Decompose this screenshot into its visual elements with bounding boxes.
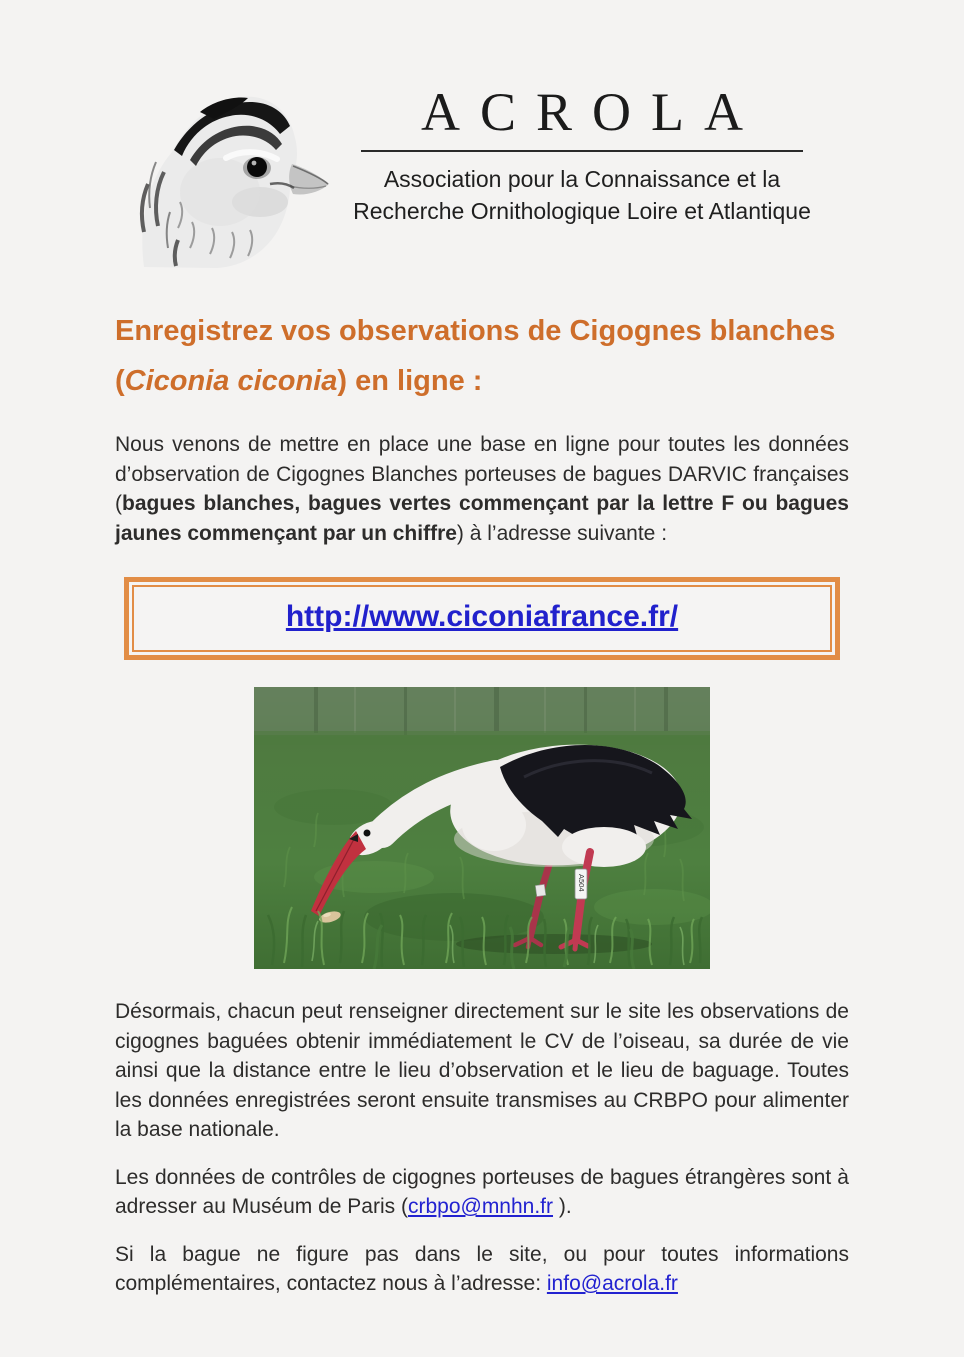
crbpo-text-before: Les données de contrôles de cigognes porteuses de bagues étrangères sont à adresser au Muséum de Paris (	[115, 1165, 849, 1218]
contact-text-before: Si la bague ne figure pas dans le site, ou pour toutes informations complémentaires, contactez nous à l’adresse:	[115, 1242, 849, 1295]
intro-bold: bagues blanches, bagues vertes commençant par la lettre F ou bagues jaunes commençant par un chiffre	[115, 492, 849, 545]
org-subtitle	[347, 164, 817, 227]
title-paren-open: (	[115, 365, 125, 397]
url-box-inner	[132, 585, 832, 652]
stork-photo	[254, 687, 710, 969]
leg-ring-code: A504	[577, 874, 586, 892]
title-species-italic: Ciconia ciconia	[124, 365, 338, 397]
ciconiafrance-link[interactable]: http://www.ciconiafrance.fr/	[285, 600, 679, 633]
crbpo-email-link[interactable]: crbpo@mnhn.fr	[407, 1195, 554, 1218]
header-text	[347, 72, 817, 227]
intro-part1: Nous venons de mettre en place une base en ligne pour toutes les données d’observation de Cigognes Blanches porteuses de bagues DARVIC françaises (	[115, 433, 849, 515]
paragraph-desormais: Désormais, chacun peut renseigner directement sur le site les observations de cigognes baguées obtenir immédiatement le CV de l’oiseau, sa durée de vie ainsi que la distance entre le lieu d’observation et le lieu de baguage. Toutes les données enregistrées seront ensuite transmises au CRBPO pour alimenter la base nationale.	[115, 1000, 849, 1141]
title-line1: Enregistrez vos observations de Cigognes blanches	[115, 315, 836, 347]
paragraph-contact	[115, 1240, 849, 1299]
url-box	[124, 577, 840, 660]
org-subtitle-line1: Association pour la Connaissance et la	[383, 166, 781, 192]
title-line2-rest: ) en ligne :	[337, 365, 483, 397]
acrola-email-link[interactable]: info@acrola.fr	[546, 1272, 678, 1295]
org-subtitle-line2: Recherche Ornithologique Loire et Atlantique	[353, 197, 811, 224]
stork-photo-illustration	[254, 687, 710, 969]
warbler-head-icon	[130, 72, 335, 268]
header	[130, 72, 949, 268]
org-acronym: ACROLA	[420, 82, 763, 142]
header-divider	[361, 150, 803, 152]
intro-part2: ) à l’adresse suivante :	[456, 521, 668, 545]
crbpo-text-after: ).	[553, 1195, 572, 1218]
bird-logo	[130, 72, 335, 268]
paragraph-crbpo	[115, 1163, 849, 1222]
page-title	[115, 306, 849, 406]
intro-paragraph	[115, 430, 849, 548]
